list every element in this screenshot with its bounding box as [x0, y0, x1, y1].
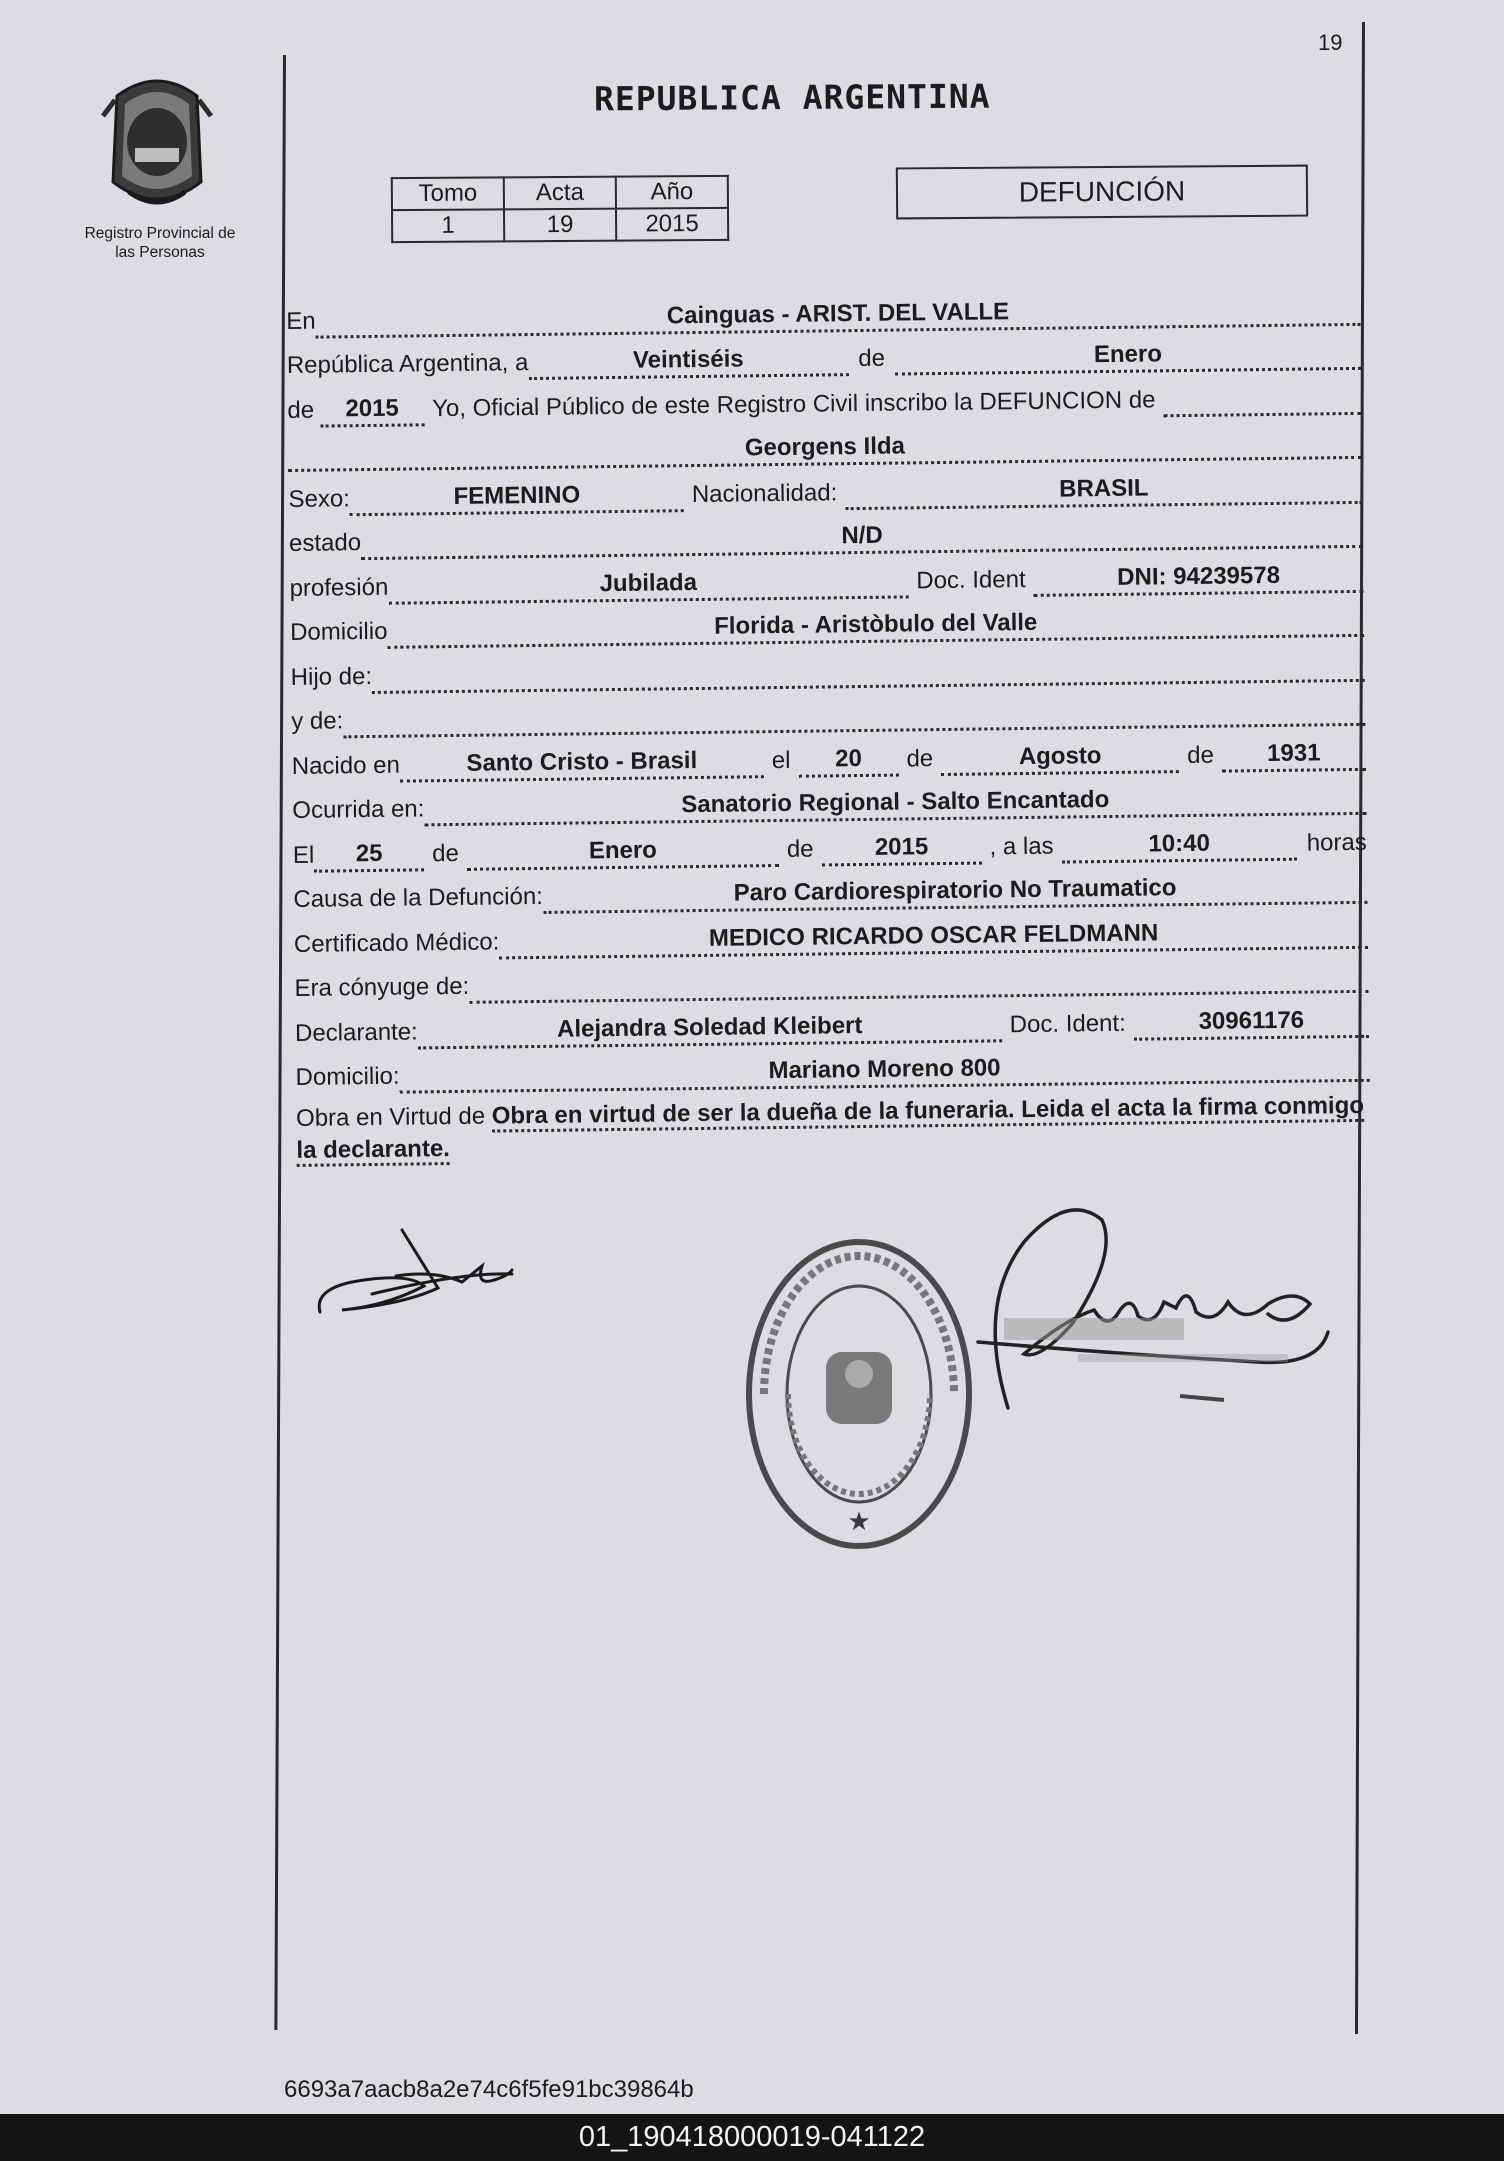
- misiones-emblem-icon: [95, 70, 219, 212]
- footer-code: 01_190418000019-041122: [0, 2114, 1504, 2161]
- field-day: Veintiséis: [528, 344, 848, 380]
- field-fall-anio: 2015: [821, 832, 981, 866]
- field-month: Enero: [895, 338, 1361, 376]
- field-deceased-name: Georgens Ilda: [288, 427, 1362, 472]
- label-alas: , a las: [989, 832, 1054, 860]
- field-nacido-dia: 20: [798, 744, 898, 777]
- field-decl-doc: 30961176: [1134, 1005, 1370, 1040]
- field-domicilio: Florida - Aristòbulo del Valle: [387, 605, 1364, 649]
- label-en: En: [286, 307, 316, 335]
- acta-value: 19: [504, 209, 616, 242]
- field-en: Cainguas - ARIST. DEL VALLE: [316, 293, 1361, 338]
- label-ocurrida: Ocurrida en:: [292, 795, 425, 824]
- field-hora: 10:40: [1061, 828, 1297, 863]
- label-nacido: Nacido en: [291, 751, 401, 780]
- label-obra: Obra en Virtud de: [295, 1102, 486, 1132]
- page-number: 19: [1318, 30, 1343, 55]
- label-El: El: [292, 841, 315, 869]
- document-hash: 6693a7aacb8a2e74c6f5fe91bc39864b: [284, 2076, 694, 2103]
- anio-value: 2015: [616, 208, 728, 241]
- field-nacido-mes: Agosto: [941, 741, 1179, 776]
- row-obra: [296, 1090, 1371, 1167]
- label-yde: y de:: [291, 707, 344, 735]
- field-estado: N/D: [361, 516, 1363, 560]
- field-obra: Obra en virtud de ser la dueña de la funeraria. Leida el acta la firma conmigo la declarante.: [296, 1092, 1364, 1167]
- label-nacionalidad: Nacionalidad:: [691, 478, 838, 508]
- officer-signature: [968, 1194, 1344, 1410]
- svg-text:★: ★: [847, 1506, 871, 1536]
- label-decl-doc: Doc. Ident:: [1009, 1009, 1126, 1038]
- field-decl-domicilio: Mariano Moreno 800: [399, 1050, 1369, 1094]
- col-header-anio: Año: [616, 176, 728, 209]
- label-republica: República Argentina, a: [286, 349, 529, 379]
- label-doc-ident: Doc. Ident: [916, 565, 1026, 594]
- label-yo: Yo, Oficial Público de este Registro Civil inscribo la DEFUNCION de: [431, 385, 1156, 422]
- label-de: de: [786, 835, 814, 863]
- death-record-form: [286, 281, 1371, 1167]
- tomo-value: 1: [392, 209, 504, 242]
- registration-table: [391, 175, 729, 243]
- label-sexo: Sexo:: [288, 484, 351, 513]
- field-declarante: Alejandra Soledad Kleibert: [418, 1010, 1002, 1049]
- field-certificado: MEDICO RICARDO OSCAR FELDMANN: [499, 916, 1368, 959]
- label-conyuge: Era cónyuge de:: [294, 972, 470, 1002]
- label-el: el: [771, 746, 791, 774]
- field-nacionalidad: BRASIL: [845, 471, 1363, 509]
- label-certificado: Certificado Médico:: [293, 927, 500, 958]
- field-ocurrida: Sanatorio Regional - Salto Encantado: [424, 783, 1366, 827]
- registry-name-line: Registro Provincial de: [84, 225, 236, 242]
- field-nacido-anio: 1931: [1222, 738, 1366, 772]
- field-fall-dia: 25: [314, 839, 424, 872]
- registry-seal-stamp: [742, 1234, 976, 1554]
- document-title: REPUBLICA ARGENTINA: [593, 76, 991, 119]
- label-estado: estado: [288, 529, 362, 557]
- label-de: de: [1187, 741, 1215, 769]
- label-declarante: Declarante:: [294, 1017, 418, 1047]
- field-causa: Paro Cardiorespiratorio No Traumatico: [543, 872, 1368, 914]
- col-header-acta: Acta: [504, 177, 616, 210]
- field-trailing: [1163, 388, 1361, 416]
- label-hijo: Hijo de:: [290, 662, 373, 691]
- declarant-signature: [312, 1222, 518, 1326]
- field-sexo: FEMENINO: [350, 480, 684, 516]
- label-de: de: [858, 344, 886, 373]
- registry-name-line: las Personas: [115, 244, 205, 261]
- field-nacido-en: Santo Cristo - Brasil: [400, 746, 764, 782]
- col-header-tomo: Tomo: [392, 177, 504, 210]
- label-de: de: [906, 744, 934, 772]
- left-margin-line: [274, 55, 286, 2030]
- label-de: de: [287, 396, 315, 424]
- registry-name: [60, 224, 260, 262]
- label-de: de: [432, 839, 460, 867]
- label-causa: Causa de la Defunción:: [293, 882, 544, 913]
- field-fall-mes: Enero: [467, 835, 779, 871]
- record-type-box: DEFUNCIÓN: [896, 165, 1308, 220]
- label-horas: horas: [1306, 828, 1367, 857]
- field-profesion: Jubilada: [388, 566, 908, 604]
- label-decl-domicilio: Domicilio:: [295, 1062, 400, 1091]
- label-domicilio: Domicilio: [289, 617, 388, 646]
- label-profesion: profesión: [289, 573, 389, 602]
- field-doc-ident: DNI: 94239578: [1033, 560, 1363, 596]
- field-year: 2015: [320, 394, 424, 427]
